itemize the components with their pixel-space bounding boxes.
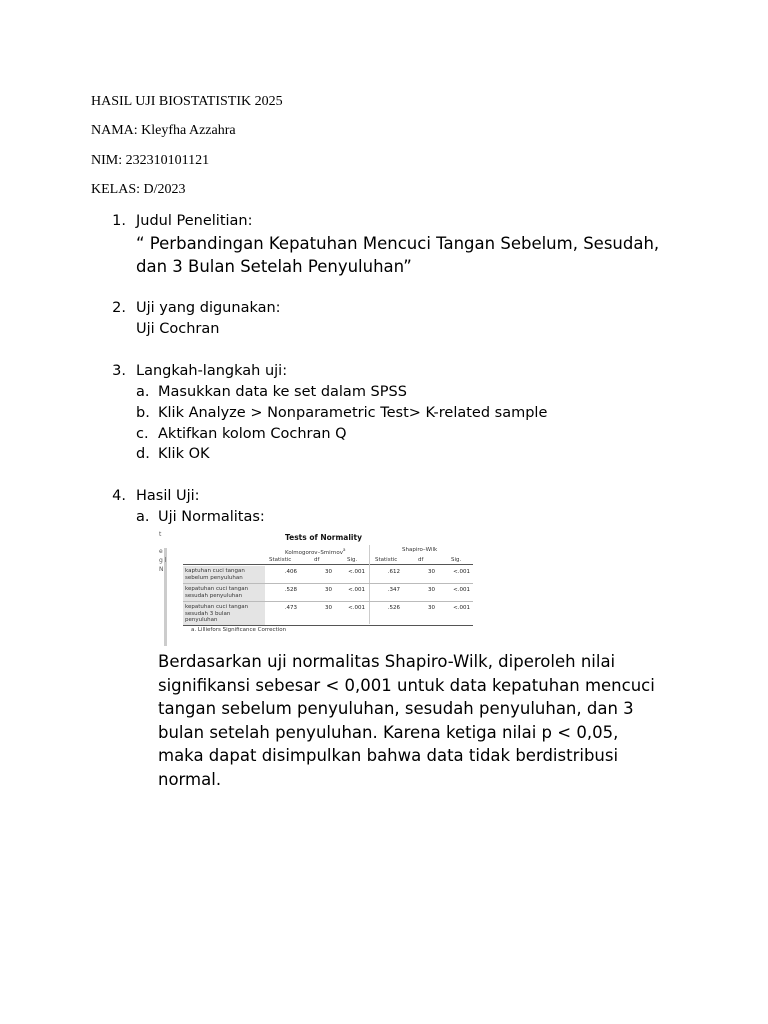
list-number: 1. bbox=[112, 213, 126, 229]
conclusion-line: signifikansi sebesar < 0,001 untuk data kepatuhan mencuci bbox=[158, 675, 655, 695]
doc-title: HASIL UJI BIOSTATISTIK 2025 bbox=[91, 94, 283, 109]
col-header: Statistic bbox=[375, 557, 398, 563]
list-number: 4. bbox=[112, 488, 126, 504]
table-cell: <.001 bbox=[453, 569, 470, 575]
step-c-text: Aktifkan kolom Cochran Q bbox=[158, 426, 347, 442]
col-header: Statistic bbox=[269, 557, 292, 563]
step-a-text: Masukkan data ke set dalam SPSS bbox=[158, 384, 407, 400]
col-header: Sig. bbox=[451, 557, 462, 563]
item-2-label: Uji yang digunakan: bbox=[136, 300, 281, 316]
table-cell: .406 bbox=[284, 569, 297, 575]
item-3-label: Langkah-langkah uji: bbox=[136, 363, 288, 379]
research-title-line-2: dan 3 Bulan Setelah Penyuluhan” bbox=[136, 257, 412, 276]
step-d-letter: d. bbox=[136, 446, 150, 462]
step-a-letter: a. bbox=[136, 384, 150, 400]
list-number: 3. bbox=[112, 363, 126, 379]
crop-mark: e bbox=[159, 548, 163, 555]
table-cell: .528 bbox=[284, 587, 297, 593]
student-nim: NIM: 232310101121 bbox=[91, 153, 210, 168]
table-row-label: kaptuhan cuci tangan sebelum penyuluhan bbox=[183, 566, 265, 583]
item-4-label: Hasil Uji: bbox=[136, 488, 200, 504]
group-header-sw: Shapiro–Wilk bbox=[402, 547, 438, 553]
table-row-label: kepatuhan cuci tangan sesudah penyuluhan bbox=[183, 584, 265, 601]
student-name: NAMA: Kleyfha Azzahra bbox=[91, 123, 236, 138]
research-title-line-1: “ Perbandingan Kepatuhan Mencuci Tangan Sebelum, Sesudah, bbox=[136, 234, 660, 253]
conclusion-line: tangan sebelum penyuluhan, sesudah penyuluhan, dan 3 bbox=[158, 699, 634, 718]
crop-mark: g l bbox=[159, 557, 167, 564]
group-header-ks: Kolmogorov–Smirnov$^a$ bbox=[285, 547, 346, 556]
spss-normality-table bbox=[155, 528, 485, 646]
col-header: df bbox=[418, 557, 424, 563]
table-cell: 30 bbox=[325, 569, 332, 575]
table-cell: 30 bbox=[428, 587, 435, 593]
table-cell: 30 bbox=[325, 587, 332, 593]
crop-mark: t bbox=[159, 531, 162, 538]
conclusion-line: Berdasarkan uji normalitas Shapiro-Wilk, diperoleh nilai bbox=[158, 652, 616, 671]
table-divider bbox=[369, 545, 370, 624]
table-cell: .347 bbox=[387, 587, 400, 593]
conclusion-paragraph bbox=[158, 650, 698, 791]
table-cell: <.001 bbox=[348, 587, 365, 593]
table-cell: <.001 bbox=[453, 605, 470, 611]
item-1-label: Judul Penelitian: bbox=[136, 213, 253, 229]
table-cell: 30 bbox=[428, 569, 435, 575]
step-d-text: Klik OK bbox=[158, 446, 210, 462]
result-a-text: Uji Normalitas: bbox=[158, 509, 265, 525]
table-cell: <.001 bbox=[348, 569, 365, 575]
step-b-text: Klik Analyze > Nonparametric Test> K-related sample bbox=[158, 405, 548, 421]
conclusion-line: normal. bbox=[158, 769, 222, 789]
table-cell: .526 bbox=[387, 605, 400, 611]
crop-mark: N bbox=[159, 566, 164, 573]
table-cell: <.001 bbox=[453, 587, 470, 593]
table-cell: .473 bbox=[284, 605, 297, 611]
table-cell: .612 bbox=[387, 569, 400, 575]
step-c-letter: c. bbox=[136, 426, 149, 442]
table-cell: 30 bbox=[428, 605, 435, 611]
step-b-letter: b. bbox=[136, 405, 150, 421]
conclusion-line: bulan setelah penyuluhan. Karena ketiga nilai p < 0,05, bbox=[158, 722, 619, 742]
table-row-label: kepatuhan cuci tangan sesudah 3 bulan penyuluhan bbox=[183, 602, 265, 625]
list-number: 2. bbox=[112, 300, 126, 316]
table-footnote: a. Lilliefors Significance Correction bbox=[191, 627, 287, 633]
result-a-letter: a. bbox=[136, 509, 150, 525]
conclusion-line: maka dapat disimpulkan bahwa data tidak berdistribusi bbox=[158, 746, 619, 765]
table-cell: <.001 bbox=[348, 605, 365, 611]
student-class: KELAS: D/2023 bbox=[91, 182, 186, 197]
table-cell: 30 bbox=[325, 605, 332, 611]
test-name: Uji Cochran bbox=[136, 321, 220, 337]
col-header: df bbox=[314, 557, 320, 563]
table-rule bbox=[183, 564, 473, 565]
table-rule bbox=[183, 625, 473, 626]
table-title: Tests of Normality bbox=[285, 533, 362, 542]
col-header: Sig. bbox=[347, 557, 358, 563]
